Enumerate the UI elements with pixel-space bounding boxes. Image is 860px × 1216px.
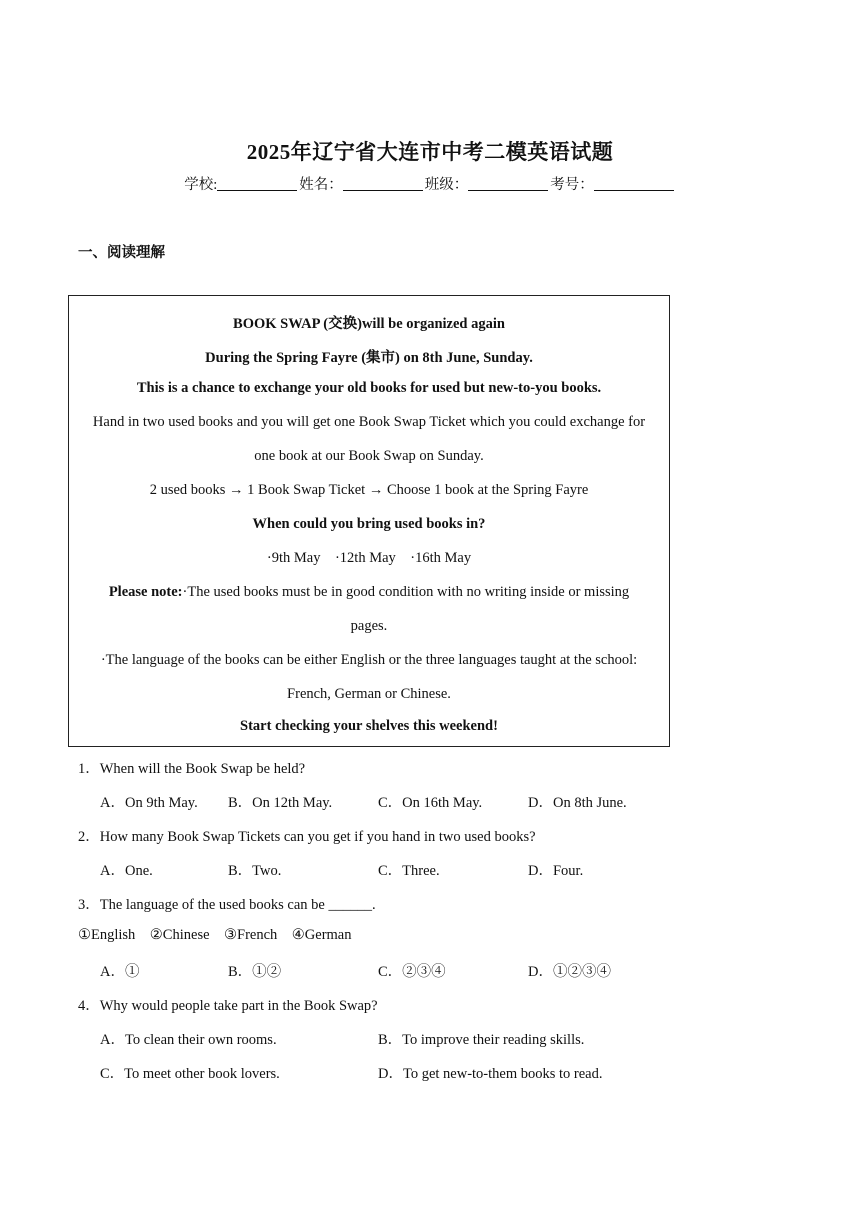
name-blank xyxy=(343,176,423,191)
question-sub-items: ①English ②Chinese ③French ④German xyxy=(78,927,352,943)
option-d: D．On 8th June. xyxy=(528,795,627,811)
option-d: D．To get new-to-them books to read. xyxy=(378,1066,603,1082)
question-stem: 4．Why would people take part in the Book Swap? xyxy=(78,998,378,1014)
option-c: C．Three. xyxy=(378,863,440,879)
option-a: A．To clean their own rooms. xyxy=(100,1032,277,1048)
passage-flow-line: 2 used books → 1 Book Swap Ticket → Choose 1 book at the Spring Fayre xyxy=(149,482,589,498)
school-label: 学校: xyxy=(184,177,218,193)
note-text: ·The used books must be in good condition with no writing inside or missing xyxy=(182,584,630,600)
question-stem: 2．How many Book Swap Tickets can you get if you hand in two used books? xyxy=(78,829,536,845)
option-c: C．②③④ xyxy=(378,964,446,980)
exam-number-label: 考号： xyxy=(550,177,594,193)
section-heading: 一、阅读理解 xyxy=(78,245,165,261)
option-b: B．①② xyxy=(228,964,282,980)
option-b: B．To improve their reading skills. xyxy=(378,1032,585,1048)
passage-closing: Start checking your shelves this weekend! xyxy=(240,718,498,734)
passage-intro: This is a chance to exchange your old books for used but new-to-you books. xyxy=(136,380,602,396)
option-a: A．On 9th May. xyxy=(100,795,198,811)
question-stem: 3．The language of the used books can be ______. xyxy=(78,897,376,913)
school-blank xyxy=(217,176,297,191)
passage-question-heading: When could you bring used books in? xyxy=(252,516,486,532)
passage-subheadline: During the Spring Fayre (集市) on 8th June, Sunday. xyxy=(205,350,533,366)
option-a: A．One. xyxy=(100,863,153,879)
option-b: B．Two. xyxy=(228,863,282,879)
passage-text-line: French, German or Chinese. xyxy=(287,686,451,702)
student-info-line xyxy=(0,173,860,194)
class-label: 班级： xyxy=(424,177,469,193)
question-stem: 1．When will the Book Swap be held? xyxy=(78,761,306,777)
option-d: D．Four. xyxy=(528,863,584,879)
option-b: B．On 12th May. xyxy=(228,795,333,811)
exam-number-blank xyxy=(594,176,674,191)
passage-text-line: pages. xyxy=(350,618,388,634)
passage-dates: ·9th May ·12th May ·16th May xyxy=(266,550,472,566)
option-d: D．①②③④ xyxy=(528,964,611,980)
passage-headline: BOOK SWAP (交换)will be organized again xyxy=(233,316,505,332)
passage-text-line: Hand in two used books and you will get one Book Swap Ticket which you could exchange for xyxy=(92,414,646,430)
passage-text-line: one book at our Book Swap on Sunday. xyxy=(254,448,484,464)
class-blank xyxy=(468,176,548,191)
exam-title: 2025年辽宁省大连市中考二模英语试题 xyxy=(246,140,614,164)
option-a: A．① xyxy=(100,964,140,980)
name-label: 姓名： xyxy=(299,177,343,193)
reading-passage-box xyxy=(68,295,670,747)
option-c: C．On 16th May. xyxy=(378,795,483,811)
passage-text-line: ·The language of the books can be either English or the three languages taught at the school: xyxy=(100,652,638,668)
option-c: C．To meet other book lovers. xyxy=(100,1066,280,1082)
passage-note-line xyxy=(69,584,669,601)
note-label: Please note: xyxy=(108,584,183,600)
